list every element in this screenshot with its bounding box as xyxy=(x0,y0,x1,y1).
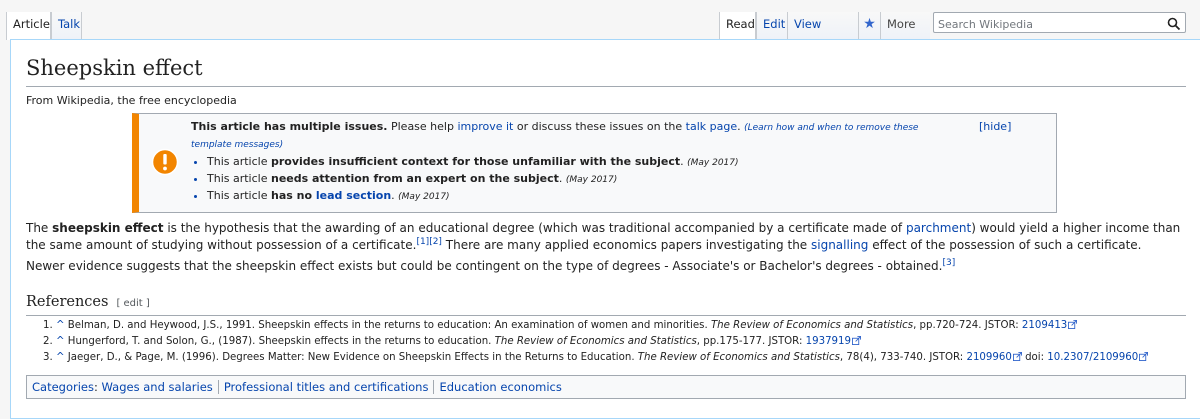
tab-read[interactable]: Read xyxy=(719,12,756,40)
issue-item xyxy=(207,154,961,171)
text: There are many applied economics papers investigating the xyxy=(441,238,811,252)
category-link[interactable]: Education economics xyxy=(439,380,562,394)
improve-link[interactable]: improve it xyxy=(457,120,514,133)
paragraph-evidence xyxy=(26,258,1186,275)
backlink-caret[interactable]: ^ xyxy=(56,336,65,347)
journal-name: The Review of Economics and Statistics xyxy=(637,352,840,363)
tab-view-history[interactable]: View xyxy=(787,12,858,40)
term-bold: sheepskin effect xyxy=(52,221,164,235)
issue-text: This article xyxy=(207,189,271,202)
tab-talk[interactable]: Talk xyxy=(51,12,82,40)
citation-1-link[interactable]: [1] xyxy=(416,237,430,247)
backlink-caret[interactable]: ^ xyxy=(56,352,65,363)
paragraph-intro xyxy=(26,220,1186,254)
jstor-link[interactable]: 2109960 xyxy=(966,352,1012,363)
issue-text: . xyxy=(680,155,688,168)
reference-item: 3. ^ Jaeger, D., & Page, M. (1996). Degrees Matter: New Evidence on Sheepskin Effects in the Returns to Education. The Review of Economics and Statistics, 78(4), 733-740. JSTOR: 2109960 doi: 10.2307/2109960 xyxy=(56,350,1186,366)
citation-3-link[interactable]: [3] xyxy=(942,258,956,268)
issue-text: . xyxy=(558,172,566,185)
issue-item xyxy=(207,171,961,188)
reference-text: , pp.720-724. xyxy=(913,320,985,331)
ambox-text-1: Please help xyxy=(387,120,458,133)
category-link[interactable]: Wages and salaries xyxy=(101,380,213,394)
search-box xyxy=(933,12,1186,33)
reference-text: , 78(4), 733-740. xyxy=(839,352,930,363)
page-subtitle: From Wikipedia, the free encyclopedia xyxy=(26,94,237,107)
learn-more-link[interactable]: (Learn how and when to remove these template messages) xyxy=(191,123,919,150)
text: effect of the possession of such a certificate. xyxy=(868,238,1142,252)
more-label: More xyxy=(887,17,916,31)
external-link-icon xyxy=(1139,352,1148,361)
category-links: Categories: Wages and salaries Professional titles and certifications Education economics xyxy=(26,375,1186,399)
jstor-label: JSTOR xyxy=(929,352,960,363)
ambox-text-2: or discuss these issues on the xyxy=(513,120,686,133)
references-title: References xyxy=(26,294,109,310)
lead-section-link[interactable]: lead section xyxy=(315,189,392,202)
text: ) would yield a higher income than the same amount of studying without possession of a certificate. xyxy=(26,221,1181,252)
search-icon[interactable] xyxy=(1167,16,1181,30)
jstor-label: JSTOR xyxy=(768,336,799,347)
issue-text: This article xyxy=(207,172,271,185)
doi-label: doi: xyxy=(1021,352,1048,363)
top-tabs xyxy=(0,0,1200,40)
issue-item xyxy=(207,188,961,205)
edit-section-link[interactable]: [ edit ] xyxy=(116,298,150,309)
reference-item: 1. ^ Belman, D. and Heywood, J.S., 1991. Sheepskin effects in the returns to education: An examination of women and minorities. The Review of Economics and Statistics, pp.720-724. JSTOR: 2109413 xyxy=(56,318,1186,334)
jstor-link[interactable]: 2109413 xyxy=(1021,320,1068,331)
multiple-issues-box xyxy=(132,113,1057,213)
content-panel xyxy=(10,39,1200,419)
journal-name: The Review of Economics and Statistics xyxy=(494,336,697,347)
content-header xyxy=(26,54,1186,107)
category-link[interactable]: Professional titles and certifications xyxy=(223,380,429,394)
issue-date: (May 2017) xyxy=(687,158,739,168)
tab-edit[interactable]: Edit xyxy=(756,12,787,40)
ambox-text-3: . xyxy=(737,120,745,133)
reference-text: , pp.175-177. xyxy=(696,336,769,347)
reference-text: Hungerford, T. and Solon, G., (1987). Sheepskin effects in the returns to education. xyxy=(64,336,495,347)
jstor-link[interactable]: 1937919 xyxy=(805,336,851,347)
reference-text: Jaeger, D., & Page, M. (1996). Degrees Matter: New Evidence on Sheepskin Effects in the Returns to Education. xyxy=(64,352,638,363)
external-link-icon xyxy=(1013,352,1022,361)
journal-name: The Review of Economics and Statistics xyxy=(710,320,914,331)
issue-text: This article xyxy=(207,155,271,168)
external-link-icon xyxy=(1068,320,1077,329)
ambox-lead-bold: This article has multiple issues. xyxy=(191,120,388,133)
citation-2-link[interactable]: [2] xyxy=(429,237,442,247)
reference-text: Belman, D. and Heywood, J.S., 1991. Sheepskin effects in the returns to education: An examination of women and minorities. xyxy=(64,320,711,331)
parchment-link[interactable]: parchment xyxy=(905,221,972,235)
issue-bold: provides insufficient context for those unfamiliar with the subject xyxy=(270,155,681,168)
jstor-label: JSTOR xyxy=(984,320,1016,331)
issue-date: (May 2017) xyxy=(398,192,450,202)
more-menu[interactable] xyxy=(880,12,930,40)
issue-date: (May 2017) xyxy=(565,175,618,185)
text: Newer evidence suggests that the sheepskin effect exists but could be contingent on the type of degrees - Associate's or Bachelor's degrees - obtained. xyxy=(26,259,943,273)
issue-bold: has no xyxy=(270,189,316,202)
ambox-text xyxy=(191,119,961,205)
talk-page-link[interactable]: talk page xyxy=(685,120,738,133)
categories-label-link[interactable]: Categories xyxy=(32,380,94,394)
reference-item: 2. ^ Hungerford, T. and Solon, G., (1987). Sheepskin effects in the returns to education. The Review of Economics and Statistics, pp.175-177. JSTOR: 1937919 xyxy=(56,334,1186,350)
issue-bold: needs attention from an expert on the subject xyxy=(270,172,559,185)
doi-link[interactable]: 10.2307/2109960 xyxy=(1047,352,1139,363)
separator xyxy=(218,380,219,394)
issue-text: . xyxy=(391,189,399,202)
text: The xyxy=(26,221,53,235)
signalling-link[interactable]: signalling xyxy=(811,238,869,252)
hide-toggle[interactable]: [hide] xyxy=(979,120,1012,133)
reference-list xyxy=(26,318,1186,366)
issue-list xyxy=(191,154,961,205)
backlink-caret[interactable]: ^ xyxy=(56,320,65,331)
page-title: Sheepskin effect xyxy=(26,54,1186,87)
text: is the hypothesis that the awarding of an educational degree (which was traditional accompanied by a certificate made of xyxy=(163,221,906,235)
tab-article[interactable]: Article xyxy=(6,12,51,40)
warning-icon xyxy=(151,148,179,176)
external-link-icon xyxy=(852,336,861,345)
separator xyxy=(433,380,434,394)
search-input[interactable] xyxy=(934,15,1159,34)
watch-star-icon[interactable]: ★ xyxy=(858,12,880,40)
references-heading xyxy=(26,292,1186,316)
